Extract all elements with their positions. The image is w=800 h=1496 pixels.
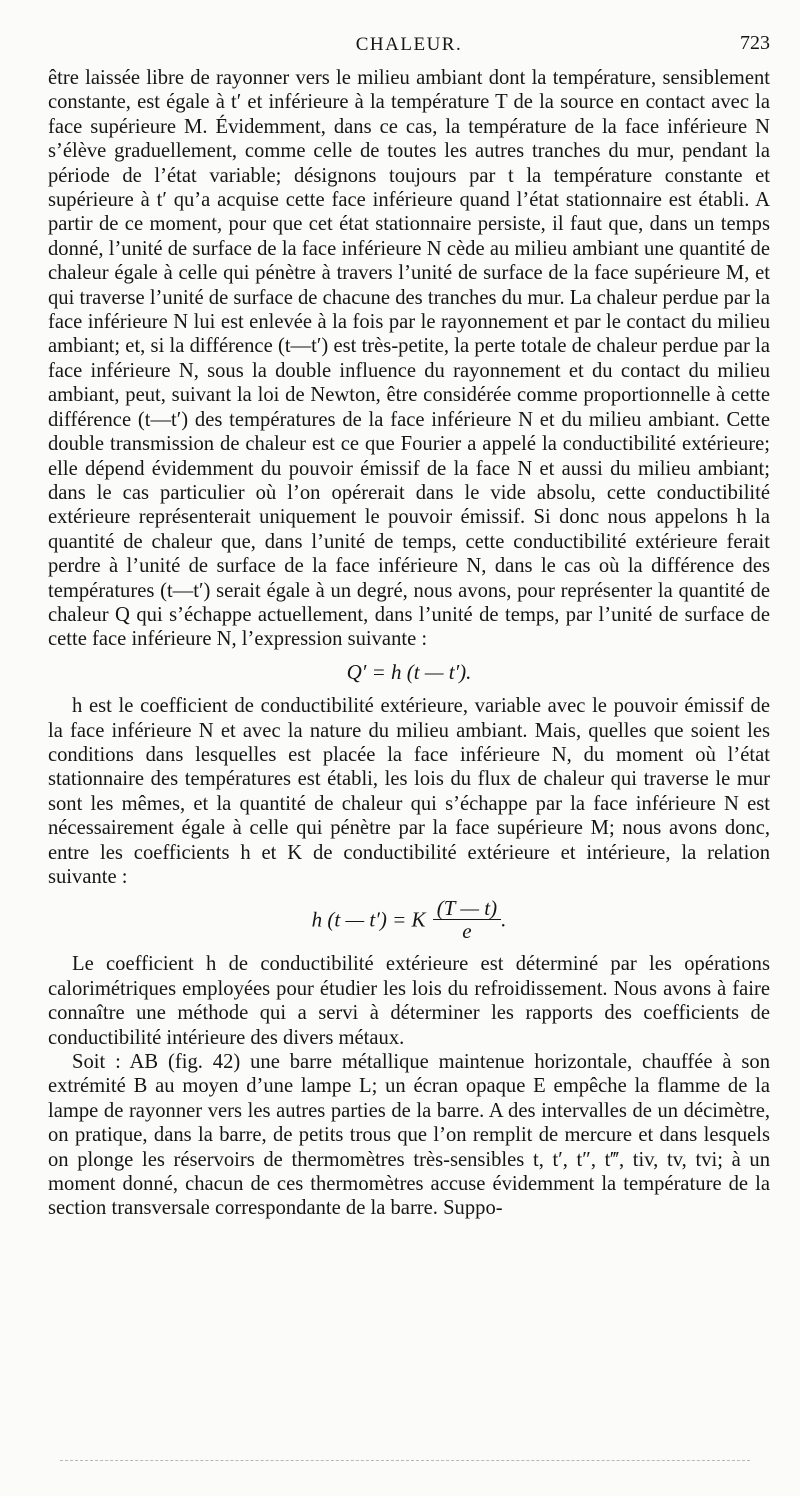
paragraph-4: Soit : AB (fig. 42) une barre métallique maintenue horizontale, chauffée à son extrémité B au moyen d’une lampe L; un écran opaque E empêche la flamme de la lampe de rayonner vers les autres parties de la barre. A des intervalles de un décimètre, on pratique, dans la barre, de petits trous que l’on remplit de mercure et dans lesquels on plonge les réservoirs de thermomètres très-sensibles t, t′, t″, t‴, tiv, tv, tvi; à un moment donné, chacun de ces thermomètres accuse évidemment la température de la section transversale correspondante de la barre. Suppo- — [48, 1051, 770, 1220]
equation-2-left: h (t — t′) = K — [311, 907, 426, 932]
paragraph-1: être laissée libre de rayonner vers le milieu ambiant dont la température, sensiblement constante, est égale à t′ et inférieure à la température T de la source en contact avec la face supérieure M. Évidemment, dans ce cas, la température de la face inférieure N s’élève graduellement, comme celle de toutes les autres tranches du mur, pendant la période de l’état variable; désignons toujours par t la température constante et supérieure à t′ qu’a acquise cette face inférieure quand l’état stationnaire est établi. A partir de ce moment, pour que cet état stationnaire persiste, il faut que, dans un temps donné, l’unité de surface de la face inférieure N cède au milieu ambiant une quantité de chaleur égale à celle qui pénètre à travers l’unité de surface de la face supérieure M, et qui traverse l’unité de surface de chacune des tranches du mur. La chaleur perdue par la face inférieure N lui est enlevée à la fois par le rayonnement et par le contact du milieu ambiant; et, si la différence (t—t′) est très-petite, la perte totale de chaleur perdue par la face inférieure N, sous la double influence du rayonnement et du contact du milieu ambiant, peut, suivant la loi de Newton, être considérée comme proportionnelle à cette différence (t—t′) des températures de la face inférieure N et du milieu ambiant. Cette double transmission de chaleur est ce que Fourier a appelé la conductibilité extérieure; elle dépend évidemment du pouvoir émissif de la face N et aussi du milieu ambiant; dans le cas particulier où l’on opérerait dans le vide absolu, cette conductibilité extérieure représenterait uniquement le pouvoir émissif. Si donc nous appelons h la quantité de chaleur que, dans l’unité de temps, cette conductibilité extérieure ferait perdre à l’unité de surface de la face inférieure N, dans le cas où la différence des températures (t—t′) serait égale à un degré, nous avons, pour représenter la quantité de chaleur Q qui s’échappe actuellement, dans l’unité de temps, par l’unité de surface de cette face inférieure N, l’expression suivante : — [48, 67, 770, 651]
equation-2-end: . — [501, 907, 507, 932]
equation-2-fraction — [433, 897, 501, 942]
page-number: 723 — [740, 32, 770, 54]
footer-rule — [60, 1460, 750, 1461]
running-title: CHALEUR. — [355, 34, 463, 55]
paragraph-3: Le coefficient h de conductibilité extérieure est déterminé par les opérations calorimétriques employées pour étudier les lois du refroidissement. Nous avons à faire connaître une méthode qui a servi à déterminer les rapports des coefficients de conductibilité intérieure des divers métaux. — [48, 953, 770, 1049]
equation-2 — [48, 897, 770, 942]
equation-2-numerator: (T — t) — [433, 897, 501, 920]
paragraph-2: h est le coefficient de conductibilité extérieure, variable avec le pouvoir émissif de la face inférieure N et avec la nature du milieu ambiant. Mais, quelles que soient les conditions dans lesquelles est placée la face inférieure N, du moment où l’état stationnaire des températures est établi, les lois du flux de chaleur qui traverse le mur sont les mêmes, et la quantité de chaleur qui s’échappe par la face inférieure N est nécessairement égale à celle qui pénètre par la face supérieure M; nous avons donc, entre les coefficients h et K de conductibilité extérieure et intérieure, la relation suivante : — [48, 695, 770, 888]
page-header — [48, 32, 770, 62]
equation-2-denominator: e — [462, 919, 472, 944]
body-text — [48, 66, 770, 1221]
equation-1: Q′ = h (t — t′). — [346, 659, 472, 684]
